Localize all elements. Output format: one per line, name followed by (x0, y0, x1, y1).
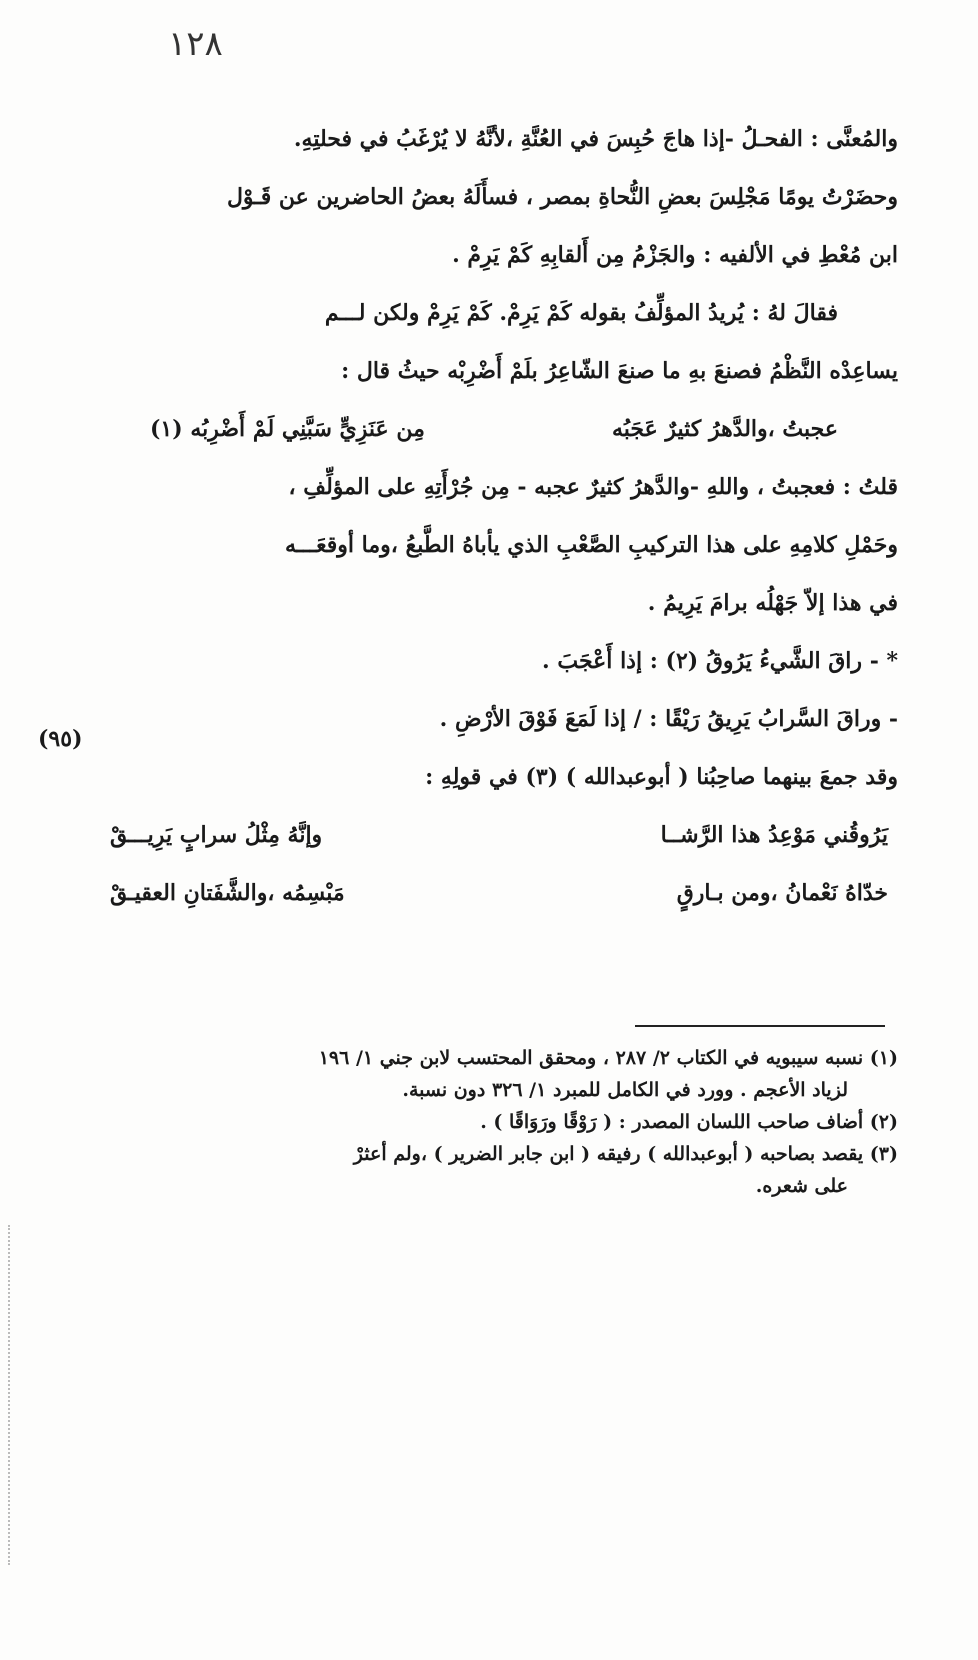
text-line: ابن مُعْطِ في الألفيه : والجَزْمُ مِن أَلقابِهِ كَمْ يَرِمْ . (452, 242, 898, 268)
verse-hemistich-right: عجبتُ ،والدَّهرُ كثيرٌ عَجَبُه (611, 416, 838, 442)
text-line: فقالَ لهُ : يُريدُ المؤلِّفُ بقوله كَمْ يَرِمْ. كَمْ يَرِمْ ولكن لـــم (324, 300, 838, 326)
verse-couplet (110, 806, 898, 864)
entry-line: - وراقَ السَّرابُ يَرِيقُ رَيْقًا : / إذا لَمَعَ فَوْقَ الأرْضِ . (439, 706, 898, 732)
text-line: يساعِدْه النَّظْمُ فصنعَ بهِ ما صنعَ الشّاعِرُ بلَمْ أَضْرِبْه حيثُ قال : (341, 358, 898, 384)
text-line: قلتُ : فعجبتُ ، واللهِ -والدَّهرُ كثيرٌ عجبه - مِن جُرْأَتِهِ على المؤلِّفِ ، (288, 474, 898, 500)
verse-hemistich-left: مَبْسِمُه ،والشَّفَتانِ العقيـقْ (110, 880, 345, 906)
marginal-reference: (٩٥) (38, 726, 83, 752)
verse-hemistich-right: خدّاهُ نَعْمانُ ،ومن بـارقٍ (676, 880, 888, 906)
text-line: وقد جمعَ بينهما صاحِبُنا ( أبوعبدالله ) (٣) في قولِهِ : (425, 764, 898, 790)
footnote-line: (١) نسبه سيبويه في الكتاب ٢/ ٢٨٧ ، ومحقق المحتسب لابن جني ١/ ١٩٦ (318, 1047, 898, 1069)
scan-edge-marks (8, 1225, 12, 1565)
footnote-line: على شعره. (755, 1175, 848, 1197)
footnote-line: (٣) يقصد بصاحبه ( أبوعبدالله ) رفيقه ( ابن جابر الضرير ) ،ولم أعثرْ (353, 1143, 898, 1165)
text-line: في هذا إلاّ جَهْلُه برامَ يَرِيمُ . (647, 590, 898, 616)
page-number: ١٢٨ (168, 24, 223, 64)
verse-couplet (110, 864, 898, 922)
verse-hemistich-right: يَرُوقُني مَوْعِدُ هذا الرَّشــا (660, 822, 888, 848)
text-line: وحَمْلِ كلامِهِ على هذا التركيبِ الصَّعْبِ الذي يأباهُ الطَّبعُ ،وما أوقعَـــه (285, 532, 898, 558)
text-line: والمُعنَّى : الفحـلُ -إذا هاجَ حُبِسَ في العُنَّةِ ،لأنَّهُ لا يُرْغَبُ في فحلتِهِ. (293, 126, 898, 152)
footnotes (70, 1042, 898, 1202)
entry-line: * - راقَ الشَّيءُ يَرُوقُ (٢) : إذا أَعْجَبَ . (542, 648, 898, 674)
verse-hemistich-left: مِن عَنَزِيٍّ سَبَّنِي لَمْ أَضْرِبُه (١) (150, 416, 425, 442)
main-text (110, 110, 898, 922)
text-line: وحضَرْتُ يومًا مَجْلِسَ بعضِ النُّحاةِ بمصر ، فسأَلَهُ بعضُ الحاضرين عن قَـوْل (226, 184, 898, 210)
verse-hemistich-left: وإنَّهُ مِثْلُ سرابٍ يَرِيـــقْ (110, 822, 323, 848)
footnote-line: لزياد الأعجم . وورد في الكامل للمبرد ١/ ٣٢٦ دون نسبة. (402, 1079, 848, 1101)
verse-couplet (110, 400, 898, 458)
footnote-line: (٢) أضاف صاحب اللسان المصدر : ( رَوْقًا ورَوَاقًا ) . (480, 1111, 898, 1133)
footnote-divider (635, 1025, 885, 1027)
